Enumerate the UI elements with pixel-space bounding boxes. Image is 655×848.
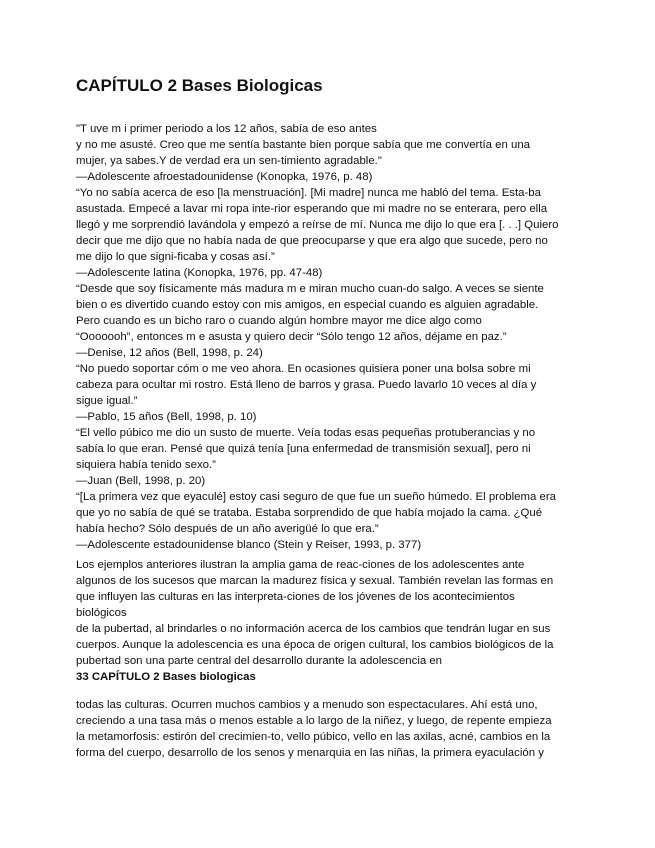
quote-line: bien o es divertido cuando estoy con mis amigos, en especial cuando es alguien agradable.	[76, 299, 539, 311]
quote-line: que yo no sabía de qué se trataba. Estaba sorprendido de que había mojado la cama. ¿Qué	[76, 507, 543, 519]
quote-line: llegó y me sorprendió lavándola y empezó a reírse de mí. Nunca me dijo lo que era [. . .] Quiero	[76, 219, 559, 231]
quote-line: “El vello púbico me dio un susto de muerte. Veía todas esas pequeñas protuberancias y no	[76, 427, 536, 439]
quote-line: "T uve m i primer periodo a los 12 años, sabía de eso antes	[76, 123, 377, 135]
quote-line: Pero cuando es un bicho raro o cuando algún hombre mayor me dice algo como	[76, 315, 482, 327]
quote-line: “Yo no sabía acerca de eso [la menstruación]. [Mi madre] nunca me habló del tema. Esta-ba	[76, 187, 541, 199]
paragraph-line: pubertad son una parte central del desarrollo durante la adolescencia en	[76, 655, 443, 667]
quote-attribution: —Adolescente estadounidense blanco (Stein y Reiser, 1993, p. 377)	[76, 539, 422, 551]
paragraph-line: biológicos	[76, 607, 127, 619]
quote-line: asustada. Empecé a lavar mi ropa inte-rior esperando que mi madre no se enterara, pero ella	[76, 203, 548, 215]
paragraph-line: Los ejemplos anteriores ilustran la amplia gama de reac-ciones de los adolescentes ante	[76, 559, 525, 571]
quote-line: “Ooooooh”, entonces m e asusta y quiero decir “Sólo tengo 12 años, déjame en paz.”	[76, 331, 507, 343]
quote-attribution: —Adolescente latina (Konopka, 1976, pp. 47-48)	[76, 267, 323, 279]
quote-line: y no me asusté. Creo que me sentía bastante bien porque sabía que me convertía en una	[76, 139, 531, 151]
paragraph-line: de la pubertad, al brindarles o no información acerca de los cambios que tendrán lugar en sus	[76, 623, 551, 635]
quotes-block	[76, 121, 576, 553]
quote-attribution: —Pablo, 15 años (Bell, 1998, p. 10)	[76, 411, 257, 423]
quote-line: sigue igual.”	[76, 395, 138, 407]
quote-attribution: —Adolescente afroestadounidense (Konopka, 1976, p. 48)	[76, 171, 373, 183]
quote-attribution: —Juan (Bell, 1998, p. 20)	[76, 475, 206, 487]
running-header: 33 CAPÍTULO 2 Bases biologicas	[76, 671, 256, 683]
paragraph-line: la metamorfosis: estirón del crecimien-to, vello púbico, vello en las axilas, acné, cambios en la	[76, 731, 551, 743]
quote-line: sabía lo que eran. Pensé que quizá tenía [una enfermedad de transmisión sexual], pero ni	[76, 443, 531, 455]
quote-line: decir que me dijo que no había nada de que preocuparse y que era algo que sucede, pero no	[76, 235, 548, 247]
paragraph-line: cuerpos. Aunque la adolescencia es una época de origen cultural, los cambios biológicos de la	[76, 639, 554, 651]
quote-attribution: —Denise, 12 años (Bell, 1998, p. 24)	[76, 347, 263, 359]
quote-line: cabeza para ocultar mi rostro. Está lleno de barros y grasa. Puedo lavarlo 10 veces al día y	[76, 379, 537, 391]
paragraph-line: forma del cuerpo, desarrollo de los senos y menarquia en las niñas, la primera eyaculación y	[76, 747, 544, 759]
quote-line: me dijo lo que signi-ficaba y cosas así.”	[76, 251, 275, 263]
chapter-title: CAPÍTULO 2 Bases Biologicas	[76, 76, 323, 95]
quote-line: había hecho? Sólo después de un año averigüé lo que era.”	[76, 523, 379, 535]
continuation-paragraph	[76, 697, 576, 761]
body-paragraph	[76, 557, 576, 685]
quote-line: mujer, ya sabes.Y de verdad era un sen-timiento agradable."	[76, 155, 382, 167]
quote-line: “[La primera vez que eyaculé] estoy casi seguro de que fue un sueño húmedo. El problema era	[76, 491, 556, 503]
paragraph-line: todas las culturas. Ocurren muchos cambios y a menudo son espectaculares. Ahí está uno,	[76, 699, 538, 711]
paragraph-line: que influyen las culturas en las interpreta-ciones de los jóvenes de los acontecimientos	[76, 591, 515, 603]
quote-line: siquiera había tenido sexo.”	[76, 459, 216, 471]
quote-line: “No puedo soportar cóm o me veo ahora. En ocasiones quisiera poner una bolsa sobre mi	[76, 363, 531, 375]
paragraph-line: creciendo a una tasa más o menos estable a lo largo de la niñez, y luego, de repente empieza	[76, 715, 552, 727]
quote-line: “Desde que soy físicamente más madura m e miran mucho cuan-do salgo. A veces se siente	[76, 283, 544, 295]
paragraph-line: algunos de los sucesos que marcan la madurez física y sexual. También revelan las formas en	[76, 575, 554, 587]
